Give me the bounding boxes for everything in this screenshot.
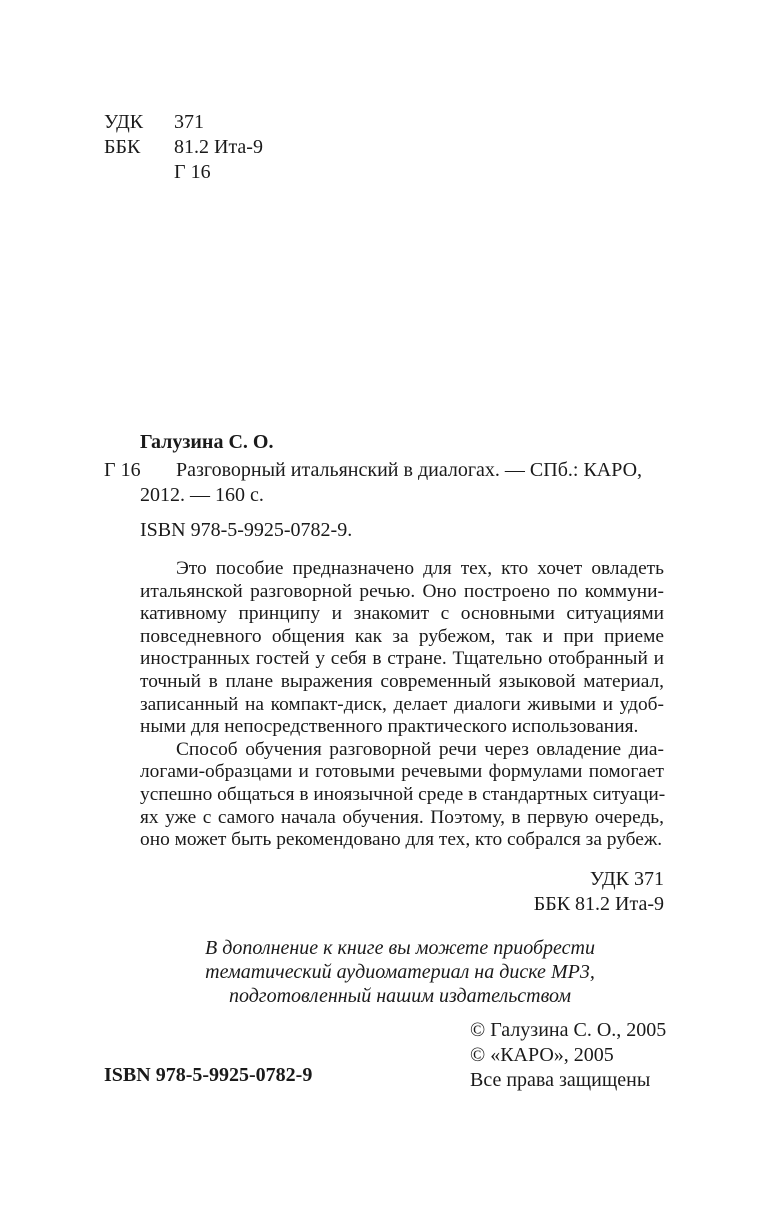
annotation-line: Способ обучения разговорной речи через овладение диа- — [176, 738, 664, 760]
card-title-line1: Разговорный итальянский в диалогах. — СПб.: КАРО, — [176, 459, 643, 481]
udk-row — [104, 110, 263, 135]
bbk-right: ББК 81.2 Ита-9 — [533, 893, 664, 915]
rights-reserved: Все права защищены — [470, 1069, 651, 1091]
udk-value: 371 — [174, 111, 204, 133]
annotation — [140, 558, 664, 852]
annotation-line: повседневного общения как за рубежом, так и при приеме — [140, 625, 664, 647]
audio-promo-note — [140, 936, 660, 1008]
annotation-line: оно может быть рекомендовано для тех, кто собрался за рубеж. — [140, 829, 663, 851]
bbk-row — [104, 135, 263, 160]
udk-label: УДК — [104, 111, 144, 133]
annotation-line: точный в плане выражения современный языковой материал, — [140, 670, 664, 692]
udk-right: УДК 371 — [589, 868, 664, 890]
annotation-line: логами-образцами и готовыми речевыми формулами помогает — [140, 761, 664, 783]
annotation-line: ях уже с самого начала обучения. Поэтому, в первую очередь, — [140, 806, 664, 828]
promo-line: подготовленный нашим издательством — [228, 985, 572, 1007]
annotation-line: успешно общаться в иноязычной среде в стандартных ситуаци- — [140, 783, 666, 805]
classification-block — [104, 110, 263, 185]
card-code: Г 16 — [104, 459, 141, 481]
author-mark: Г 16 — [174, 161, 211, 183]
card-isbn: ISBN 978-5-9925-0782-9. — [140, 519, 353, 541]
annotation-line: итальянской разговорной речью. Оно построено по коммуни- — [140, 580, 664, 602]
copyright-block — [470, 1018, 666, 1093]
isbn-bottom: ISBN 978-5-9925-0782-9 — [104, 1064, 313, 1086]
annotation-line: иностранных гостей у себя в стране. Тщательно отобранный и — [140, 648, 664, 670]
annotation-line: записанный на компакт-диск, делает диалоги живыми и удоб- — [140, 693, 664, 715]
card-title-line2: 2012. — 160 с. — [140, 484, 264, 506]
author-mark-row — [104, 160, 263, 185]
card-author: Галузина С. О. — [140, 431, 274, 453]
annotation-line: ными для непосредственного практического использования. — [140, 716, 639, 738]
copyright-author: © Галузина С. О., 2005 — [470, 1019, 667, 1041]
card-codes-right — [440, 867, 664, 917]
bbk-label: ББК — [104, 136, 141, 158]
annotation-line: кативному принципу и знакомит с основными ситуациями — [140, 603, 664, 625]
annotation-line: Это пособие предназначено для тех, кто хочет овладеть — [176, 558, 664, 579]
copyright-publisher: © «КАРО», 2005 — [470, 1044, 614, 1066]
promo-line: В дополнение к книге вы можете приобрести — [205, 937, 595, 959]
promo-line: тематический аудиоматериал на диске МР3, — [205, 961, 595, 983]
bbk-value: 81.2 Ита-9 — [174, 136, 263, 158]
